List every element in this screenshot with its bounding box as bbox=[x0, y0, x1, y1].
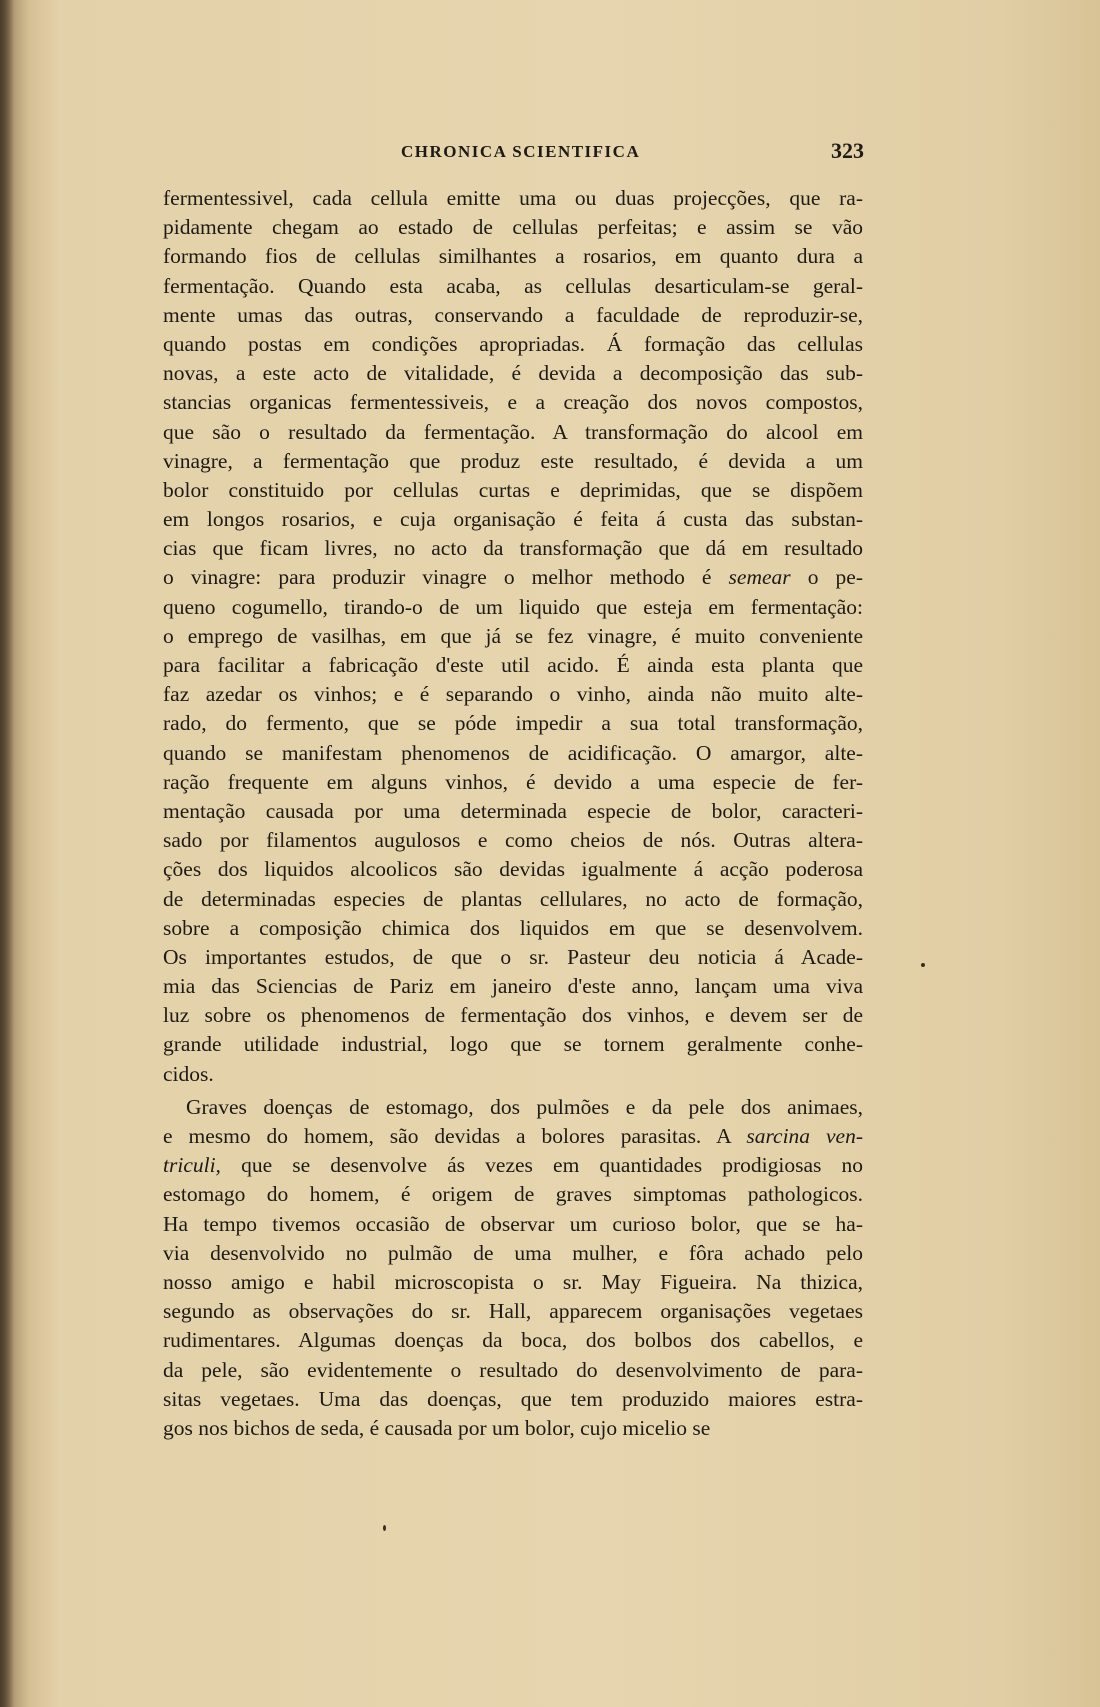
text-line: mia das Sciencias de Pariz em janeiro d'este anno, lançam uma viva bbox=[163, 974, 863, 999]
text-line: gos nos bichos de seda, é causada por um bolor, cujo micelio se bbox=[163, 1415, 711, 1440]
text-line: rudimentares. Algumas doenças da boca, dos bolbos dos cabellos, e bbox=[163, 1328, 863, 1353]
text-line: sobre a composição chimica dos liquidos em que se desenvolvem. bbox=[163, 915, 863, 940]
text-line: sitas vegetaes. Uma das doenças, que tem produzido maiores estra- bbox=[163, 1386, 863, 1411]
body-text bbox=[163, 184, 863, 1443]
text-line: rado, do fermento, que se póde impedir a sua total transformação, bbox=[163, 711, 863, 736]
text-line: Ha tempo tivemos occasião de observar um curioso bolor, que se ha- bbox=[163, 1211, 863, 1236]
ink-speck bbox=[921, 963, 925, 967]
spine-shadow bbox=[0, 0, 14, 1707]
text-line: fermentessivel, cada cellula emitte uma ou duas projecções, que ra- bbox=[163, 186, 863, 210]
text-line: o vinagre: para produzir vinagre o melhor methodo é semear o pe- bbox=[163, 565, 863, 590]
text-line: stancias organicas fermentessiveis, e a creação dos novos compostos, bbox=[163, 390, 863, 415]
text-line: Os importantes estudos, de que o sr. Pasteur deu noticia á Acade- bbox=[163, 944, 863, 969]
text-line: fermentação. Quando esta acaba, as cellulas desarticulam-se geral- bbox=[163, 273, 863, 298]
text-line: Graves doenças de estomago, dos pulmões e da pele dos animaes, bbox=[186, 1094, 863, 1119]
text-line: estomago do homem, é origem de graves simptomas pathologicos. bbox=[163, 1182, 863, 1207]
running-title: CHRONICA SCIENTIFICA bbox=[401, 142, 641, 161]
page-number: 323 bbox=[831, 138, 864, 163]
text-line: queno cogumello, tirando-o de um liquido que esteja em fermentação: bbox=[163, 594, 863, 619]
text-line: luz sobre os phenomenos de fermentação dos vinhos, e devem ser de bbox=[163, 1003, 863, 1028]
text-line: quando se manifestam phenomenos de acidificação. O amargor, alte- bbox=[163, 740, 863, 765]
text-line: ração frequente em alguns vinhos, é devido a uma especie de fer- bbox=[163, 769, 863, 794]
text-line: formando fios de cellulas similhantes a rosarios, em quanto dura a bbox=[163, 244, 863, 269]
ink-speck bbox=[383, 1525, 386, 1531]
text-line: e mesmo do homem, são devidas a bolores parasitas. A sarcina ven- bbox=[163, 1124, 863, 1148]
text-line: triculi, que se desenvolve ás vezes em quantidades prodigiosas no bbox=[163, 1153, 863, 1178]
text-line: ções dos liquidos alcoolicos são devidas igualmente á acção poderosa bbox=[163, 857, 863, 882]
paragraph-2 bbox=[163, 1093, 863, 1443]
text-line: bolor constituido por cellulas curtas e deprimidas, que se dispõem bbox=[163, 477, 863, 502]
text-line: o emprego de vasilhas, em que já se fez vinagre, é muito conveniente bbox=[163, 623, 863, 648]
text-line: que são o resultado da fermentação. A transformação do alcool em bbox=[163, 419, 863, 444]
text-line: cias que ficam livres, no acto da transformação que dá em resultado bbox=[163, 536, 863, 561]
text-line: mente umas das outras, conservando a faculdade de reproduzir-se, bbox=[163, 302, 863, 327]
text-line: novas, a este acto de vitalidade, é devida a decomposição das sub- bbox=[163, 361, 863, 386]
running-head bbox=[164, 138, 864, 168]
text-line: cidos. bbox=[163, 1061, 214, 1086]
text-line: da pele, são evidentemente o resultado do desenvolvimento de para- bbox=[163, 1357, 863, 1382]
paragraph-1 bbox=[163, 184, 863, 1089]
text-line: sado por filamentos augulosos e como cheios de nós. Outras altera- bbox=[163, 828, 863, 853]
text-line: de determinadas especies de plantas cellulares, no acto de formação, bbox=[163, 886, 863, 911]
text-line: em longos rosarios, e cuja organisação é feita á custa das substan- bbox=[163, 507, 863, 532]
text-line: faz azedar os vinhos; e é separando o vinho, ainda não muito alte- bbox=[163, 682, 863, 707]
text-line: mentação causada por uma determinada especie de bolor, caracteri- bbox=[163, 798, 863, 823]
text-line: grande utilidade industrial, logo que se tornem geralmente conhe- bbox=[163, 1032, 863, 1057]
text-line: segundo as observações do sr. Hall, apparecem organisações vegetaes bbox=[163, 1299, 863, 1324]
text-line: para facilitar a fabricação d'este util acido. É ainda esta planta que bbox=[163, 653, 863, 677]
text-line: nosso amigo e habil microscopista o sr. May Figueira. Na thizica, bbox=[163, 1269, 863, 1294]
text-line: vinagre, a fermentação que produz este resultado, é devida a um bbox=[163, 448, 863, 473]
text-line: pidamente chegam ao estado de cellulas perfeitas; e assim se vão bbox=[163, 215, 863, 240]
text-line: via desenvolvido no pulmão de uma mulher, e fôra achado pelo bbox=[163, 1240, 863, 1265]
text-line: quando postas em condições apropriadas. Á formação das cellulas bbox=[163, 331, 863, 356]
